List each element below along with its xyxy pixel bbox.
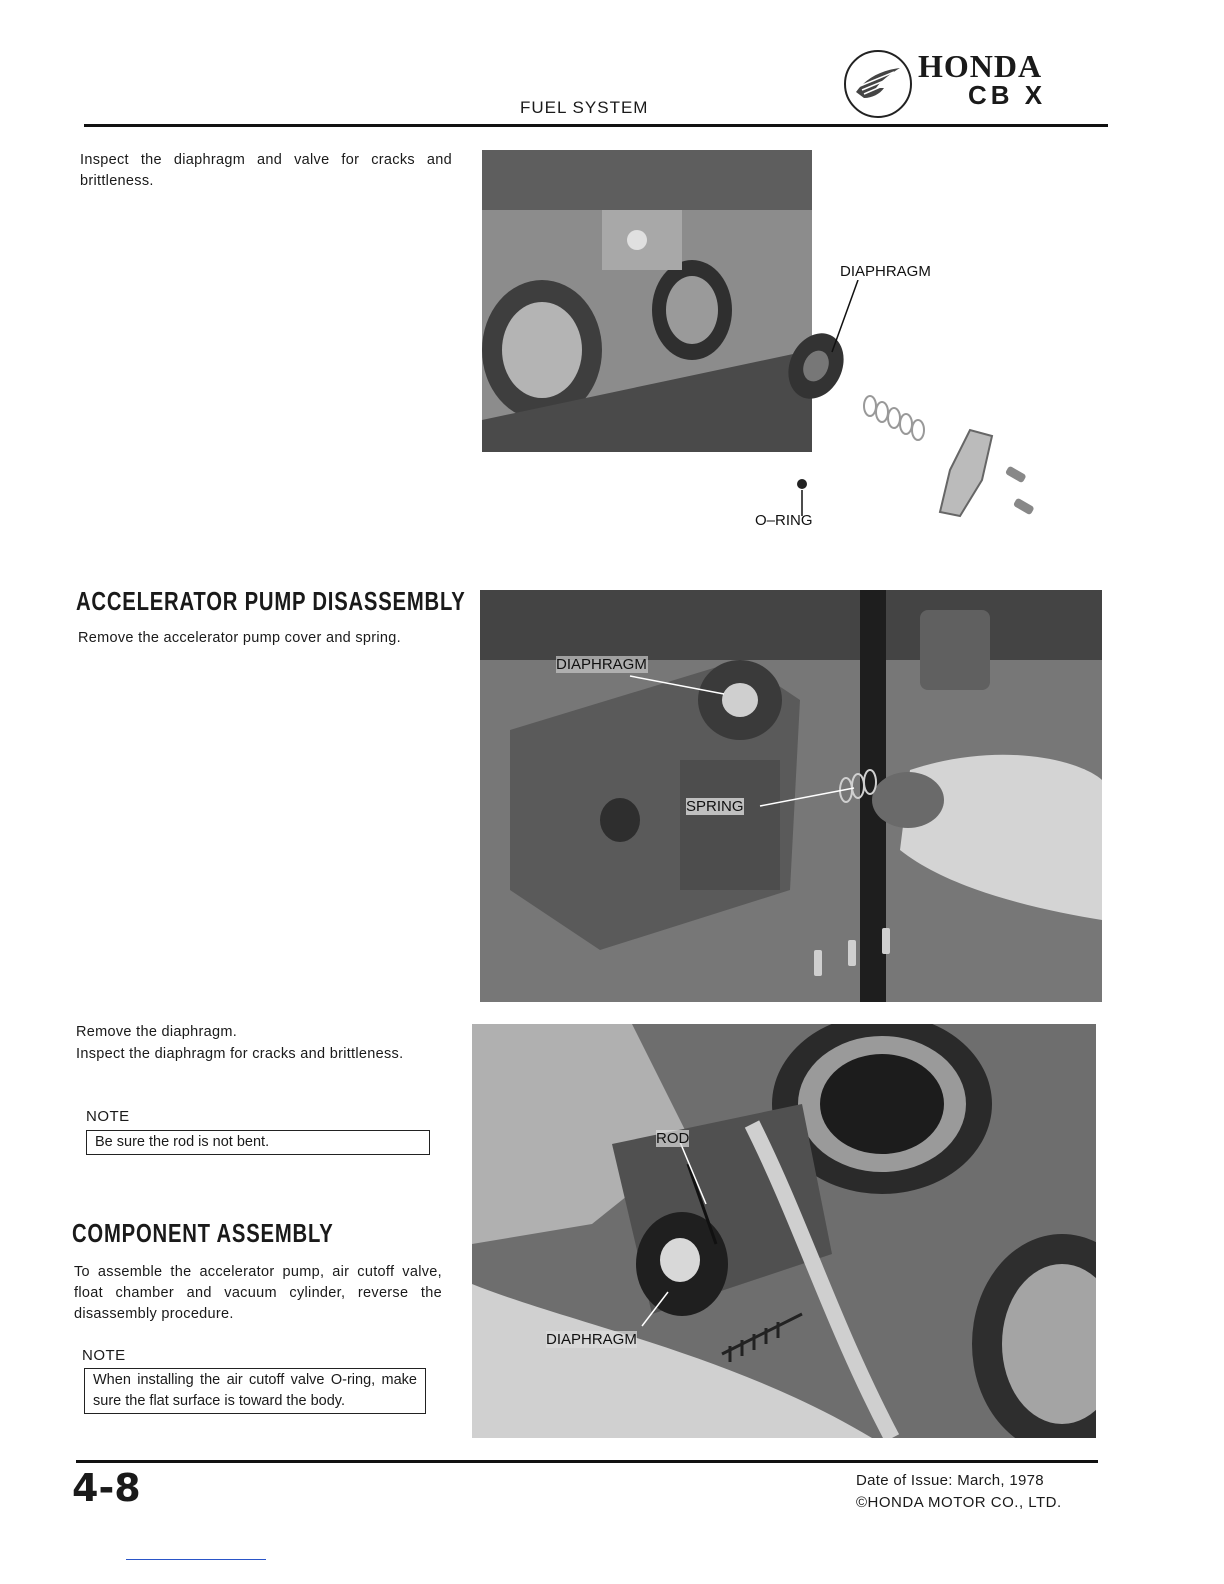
spring-callout: SPRING bbox=[686, 798, 744, 815]
o-ring-callout: O–RING bbox=[755, 512, 813, 529]
remove-cover-spring-text: Remove the accelerator pump cover and spring. bbox=[78, 630, 401, 646]
issue-date: Date of Issue: March, 1978 bbox=[856, 1472, 1044, 1489]
diaphragm-valve-photo bbox=[482, 150, 812, 452]
note-label-oring: NOTE bbox=[82, 1347, 126, 1364]
component-assembly-heading: COMPONENT ASSEMBLY bbox=[72, 1218, 334, 1248]
note-label-rod: NOTE bbox=[86, 1108, 130, 1125]
honda-wing-logo-icon bbox=[842, 48, 914, 120]
page-number: 4-8 bbox=[72, 1466, 141, 1510]
accelerator-pump-disassembly-heading: ACCELERATOR PUMP DISASSEMBLY bbox=[76, 586, 466, 616]
note-rod-box: Be sure the rod is not bent. bbox=[86, 1130, 430, 1155]
inspect-diaphragm-valve-text: Inspect the diaphragm and valve for cracks and brittleness. bbox=[80, 152, 452, 189]
model-name: CB X bbox=[968, 80, 1047, 110]
running-header: FUEL SYSTEM bbox=[520, 98, 649, 117]
diaphragm-rod-photo bbox=[472, 1024, 1096, 1438]
inspect-diaphragm-text: Inspect the diaphragm for cracks and brittleness. bbox=[76, 1046, 404, 1062]
pump-diaphragm-callout: DIAPHRAGM bbox=[556, 656, 647, 673]
accelerator-pump-cover-photo bbox=[480, 590, 1102, 1002]
rod-callout: ROD bbox=[656, 1130, 690, 1147]
component-assembly-text: To assemble the accelerator pump, air cutoff valve, float chamber and vacuum cylinder, reverse the disassembly procedure. bbox=[74, 1264, 442, 1322]
page-divider-line bbox=[126, 1559, 266, 1560]
header-rule bbox=[84, 124, 1108, 127]
remove-diaphragm-text: Remove the diaphragm. bbox=[76, 1024, 238, 1040]
footer-rule bbox=[76, 1460, 1098, 1463]
note-oring-box: When installing the air cutoff valve O-ring, make sure the flat surface is toward the body. bbox=[84, 1368, 426, 1414]
diaphragm-callout: DIAPHRAGM bbox=[840, 263, 931, 280]
brand-name: HONDA bbox=[918, 48, 1043, 84]
diaphragm-part-drawing bbox=[770, 280, 1070, 540]
assembly-diaphragm-callout: DIAPHRAGM bbox=[546, 1331, 637, 1348]
copyright: ©HONDA MOTOR CO., LTD. bbox=[856, 1494, 1062, 1511]
